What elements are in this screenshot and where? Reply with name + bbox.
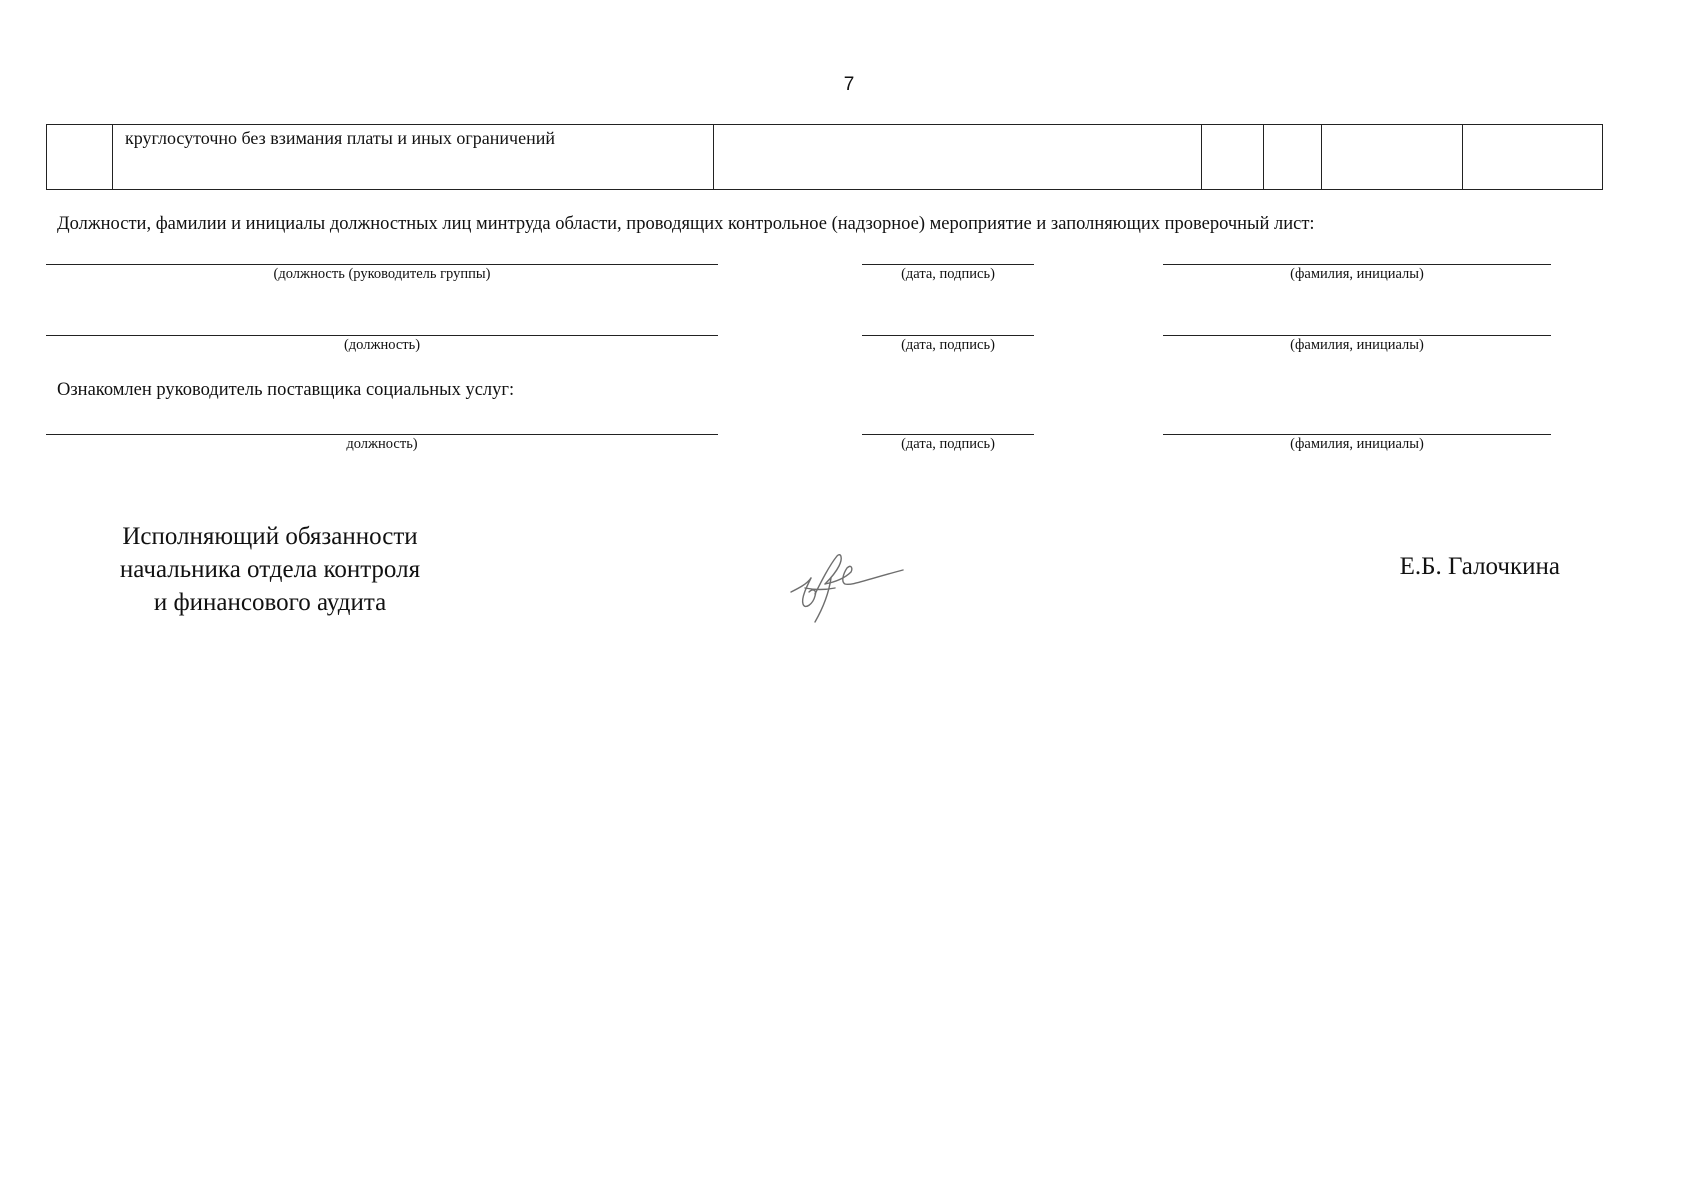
handwritten-signature — [785, 548, 905, 628]
position-caption: должность) — [346, 436, 418, 452]
name-field — [1163, 434, 1551, 452]
table-cell-no — [1264, 125, 1322, 190]
date-signature-field — [862, 434, 1034, 452]
position-field — [46, 434, 718, 452]
table-cell-requirement: круглосуточно без взимания платы и иных ограничений — [113, 125, 714, 190]
name-field — [1163, 264, 1551, 282]
name-caption: (фамилия, инициалы) — [1290, 436, 1424, 452]
position-caption: (должность (руководитель группы) — [273, 266, 491, 282]
approver-name: Е.Б. Галочкина — [1399, 553, 1560, 580]
date-signature-field — [862, 264, 1034, 282]
approver-title-line: Исполняющий обязанности — [122, 523, 418, 550]
approver-title-line: начальника отдела контроля — [119, 556, 421, 583]
position-caption: (должность) — [343, 337, 421, 353]
date-signature-caption: (дата, подпись) — [901, 436, 995, 452]
acknowledgement-intro: Ознакомлен руководитель поставщика социальных услуг: — [57, 380, 515, 400]
date-signature-field — [862, 335, 1034, 353]
position-field — [46, 335, 718, 353]
position-field — [46, 264, 718, 282]
checklist-table — [46, 124, 1603, 190]
date-signature-caption: (дата, подпись) — [901, 266, 995, 282]
table-cell-note — [1463, 125, 1603, 190]
approver-title — [70, 520, 470, 619]
approver-title-line: и финансового аудита — [153, 589, 387, 616]
page-number: 7 — [843, 74, 855, 95]
table-cell-not-applicable — [1322, 125, 1463, 190]
name-caption: (фамилия, инициалы) — [1290, 266, 1424, 282]
table-cell-yes — [1202, 125, 1264, 190]
name-field — [1163, 335, 1551, 353]
name-caption: (фамилия, инициалы) — [1290, 337, 1424, 353]
table-cell-reference — [714, 125, 1202, 190]
table-row — [47, 125, 1603, 190]
date-signature-caption: (дата, подпись) — [901, 337, 995, 353]
table-cell-number — [47, 125, 113, 190]
inspectors-intro: Должности, фамилии и инициалы должностных лиц минтруда области, проводящих контрольное (надзорное) мероприятие и заполняющих проверочный лист: — [57, 214, 1315, 234]
